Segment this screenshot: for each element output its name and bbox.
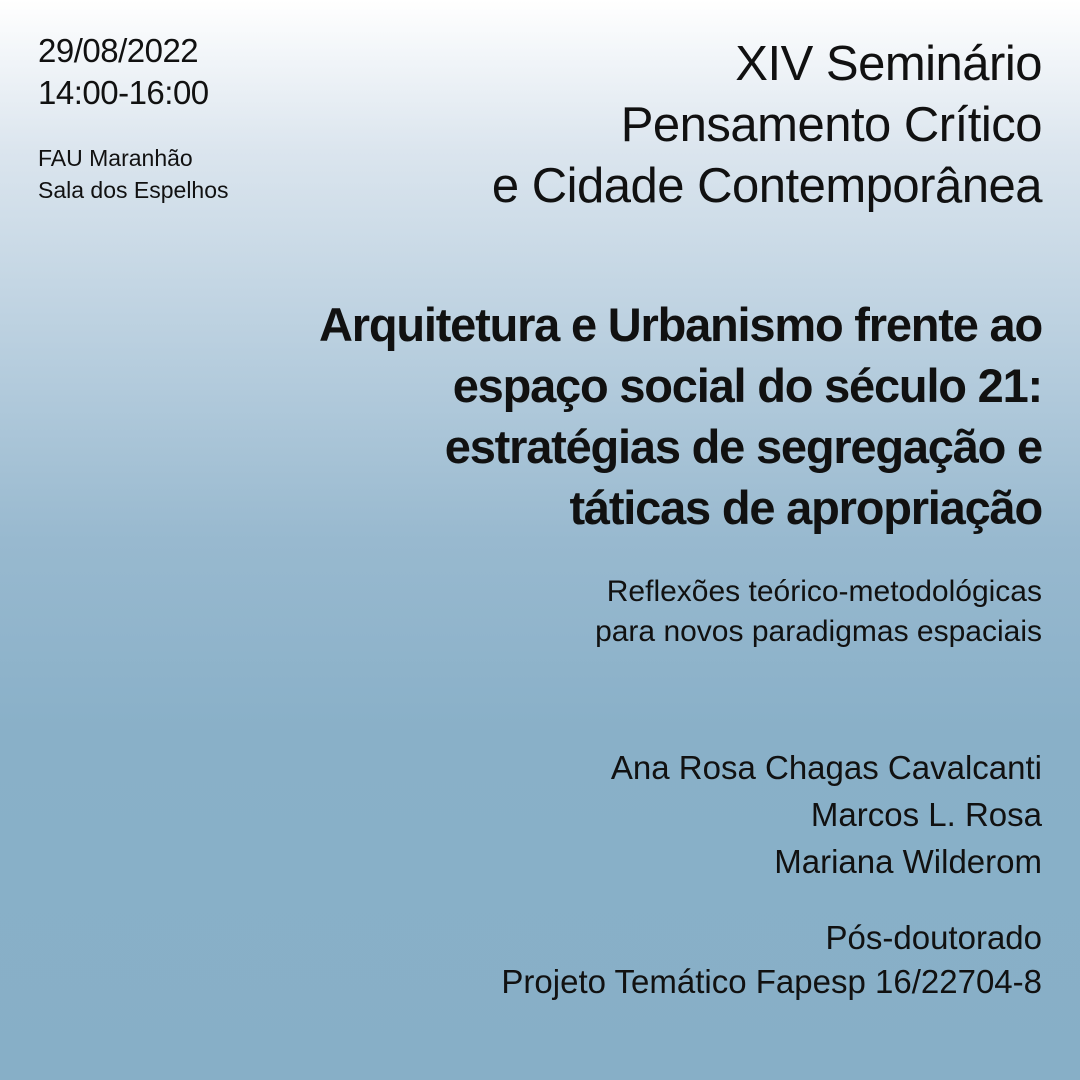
event-time: 14:00-16:00 [38,74,209,111]
author-name: Mariana Wilderom [774,843,1042,880]
series-title-line: XIV Seminário [735,37,1042,91]
author-name: Marcos L. Rosa [810,796,1042,833]
series-title-line: e Cidade Contemporânea [491,159,1042,213]
event-info [38,30,338,206]
event-venue [38,142,338,206]
talk-title-line: estratégias de segregação e [444,420,1042,473]
talk-subtitle [342,572,1042,652]
author-list [342,744,1042,885]
venue-room: Sala dos Espelhos [38,177,229,203]
talk-title-line: Arquitetura e Urbanismo frente ao [319,298,1042,351]
author-name: Ana Rosa Chagas Cavalcanti [610,749,1042,786]
talk-title-line: táticas de apropriação [569,481,1042,534]
venue-building: FAU Maranhão [38,145,193,171]
series-title [322,34,1042,217]
subtitle-line: Reflexões teórico-metodológicas [606,575,1042,608]
series-title-line: Pensamento Crítico [620,98,1042,152]
event-date: 29/08/2022 [38,32,199,69]
funding-type: Pós-doutorado [825,919,1042,956]
talk-title-line: espaço social do século 21: [452,359,1042,412]
talk-title [142,294,1042,538]
subtitle-line: para novos paradigmas espaciais [595,615,1042,648]
funding-project: Projeto Temático Fapesp 16/22704-8 [501,963,1042,1000]
funding-info [242,916,1042,1004]
